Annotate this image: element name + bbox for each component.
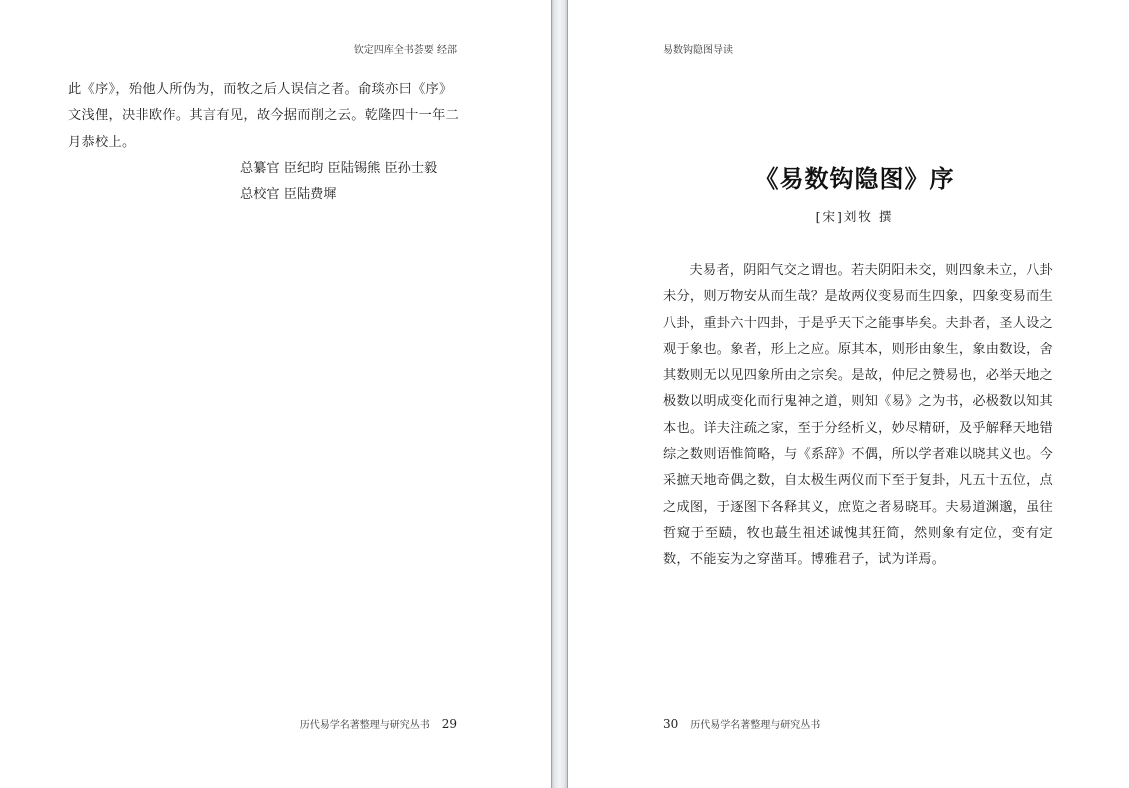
- left-page: [0, 0, 551, 788]
- left-footer-series: 历代易学名著整理与研究丛书: [299, 720, 430, 731]
- signature-line-chief-proofreader: 总校官 臣陆费墀: [240, 187, 337, 202]
- right-footer: [663, 716, 820, 731]
- preface-title: 《易数钩隐图》序: [754, 164, 955, 193]
- right-page: [568, 0, 1129, 788]
- right-page-number: 30: [663, 717, 679, 731]
- left-body-text: 此《序》，殆他人所伪为，而牧之后人误信之者。俞琰亦曰《序》文浅俚，决非欧作。其言有见，故今据而削之云。乾隆四十一年二月恭校上。: [68, 82, 460, 150]
- left-page-number: 29: [441, 717, 457, 731]
- book-gutter: [551, 0, 568, 788]
- right-footer-series: 历代易学名著整理与研究丛书: [690, 720, 821, 731]
- signature-line-chief-editors: 总纂官 臣纪昀 臣陆锡熊 臣孙士毅: [240, 161, 438, 176]
- gutter-edge-left: [551, 0, 552, 788]
- left-running-head: 钦定四库全书荟要 经部: [353, 45, 457, 56]
- author-line: [宋]刘牧 撰: [815, 209, 894, 224]
- left-footer: [300, 716, 457, 731]
- right-running-head: 易数钩隐图导读: [663, 45, 733, 56]
- right-body-text: 夫易者，阴阳气交之谓也。若夫阴阳未交，则四象未立，八卦未分，则万物安从而生哉？是故两仪变易而生四象，四象变易而生八卦，重卦六十四卦，于是乎天下之能事毕矣。夫卦者，圣人设之观于象也。象者，形上之应。原其本，则形由象生，象由数设，舍其数则无以见四象所由之宗矣。是故，仲尼之赞易也，必举天地之极数以明成变化而行鬼神之道，则知《易》之为书，必极数以知其本也。详夫注疏之家，至于分经析义，妙尽精研，及乎解释天地错综之数则语惟简略，与《系辞》不偶，所以学者难以晓其义也。今采摭天地奇偶之数，自太极生两仪而下至于复卦，凡五十五位，点之成图，于逐图下各释其义，庶览之者易晓耳。夫易道渊邈，虽往哲窥于至赜，牧也蕞生祖述诚愧其狂简，然则象有定位，变有定数，不能妄为之穿凿耳。博雅君子，试为详焉。: [663, 263, 1053, 568]
